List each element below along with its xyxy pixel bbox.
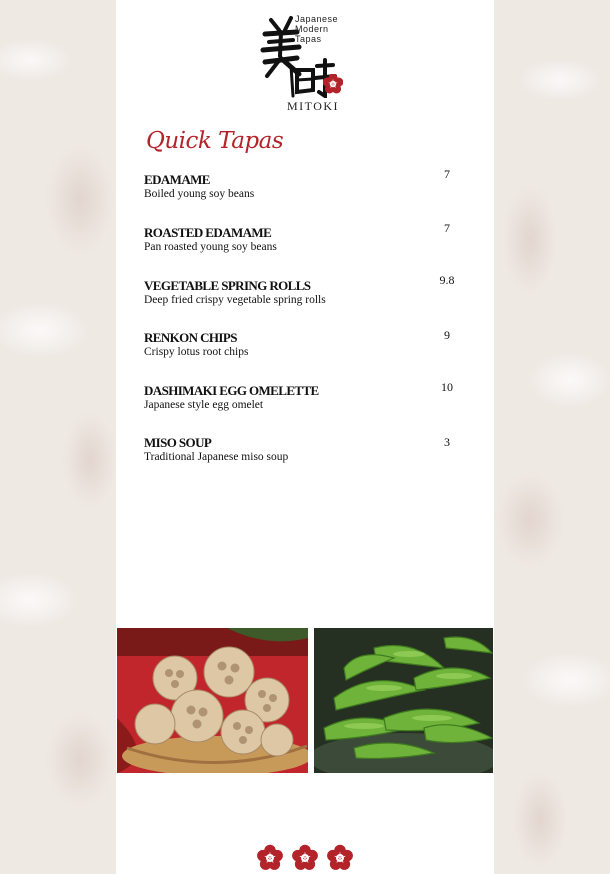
tagline-line: Modern (295, 24, 329, 34)
tagline-line: Tapas (295, 34, 322, 44)
brand-name: MITOKI (286, 99, 340, 113)
menu-item-name: VEGETABLE SPRING ROLLS (144, 278, 311, 293)
menu-item-price: 7 (444, 167, 450, 181)
menu-item-price: 9.8 (439, 273, 455, 287)
tagline-line: Japanese (295, 14, 339, 24)
menu-item-name: EDAMAME (144, 172, 210, 187)
menu-item-description: Japanese style egg omelet (144, 399, 264, 411)
lotus-root-chips-photo (117, 628, 308, 773)
section-title: Quick Tapas (146, 128, 284, 154)
menu-item-price: 10 (441, 380, 453, 394)
menu-item-name: DASHIMAKI EGG OMELETTE (144, 383, 319, 398)
menu-item-description: Pan roasted young soy beans (144, 241, 277, 253)
edamame-photo (314, 628, 493, 773)
menu-item-price: 3 (444, 435, 450, 449)
logo-tagline (295, 14, 365, 44)
menu-item-name: RENKON CHIPS (144, 330, 237, 345)
restaurant-logo (253, 8, 363, 116)
menu-item-description: Traditional Japanese miso soup (144, 451, 289, 463)
menu-page (116, 0, 494, 874)
menu-item-description: Crispy lotus root chips (144, 346, 249, 358)
menu-item-price: 9 (444, 328, 450, 342)
menu-item-name: MISO SOUP (144, 435, 212, 450)
plum-blossom-icon (323, 74, 343, 94)
menu-item-price: 7 (444, 221, 450, 235)
menu-item-name: ROASTED EDAMAME (144, 225, 272, 240)
menu-item-description: Deep fried crispy vegetable spring rolls (144, 294, 326, 306)
plum-blossom-icon (254, 843, 356, 873)
menu-item-description: Boiled young soy beans (144, 188, 255, 200)
